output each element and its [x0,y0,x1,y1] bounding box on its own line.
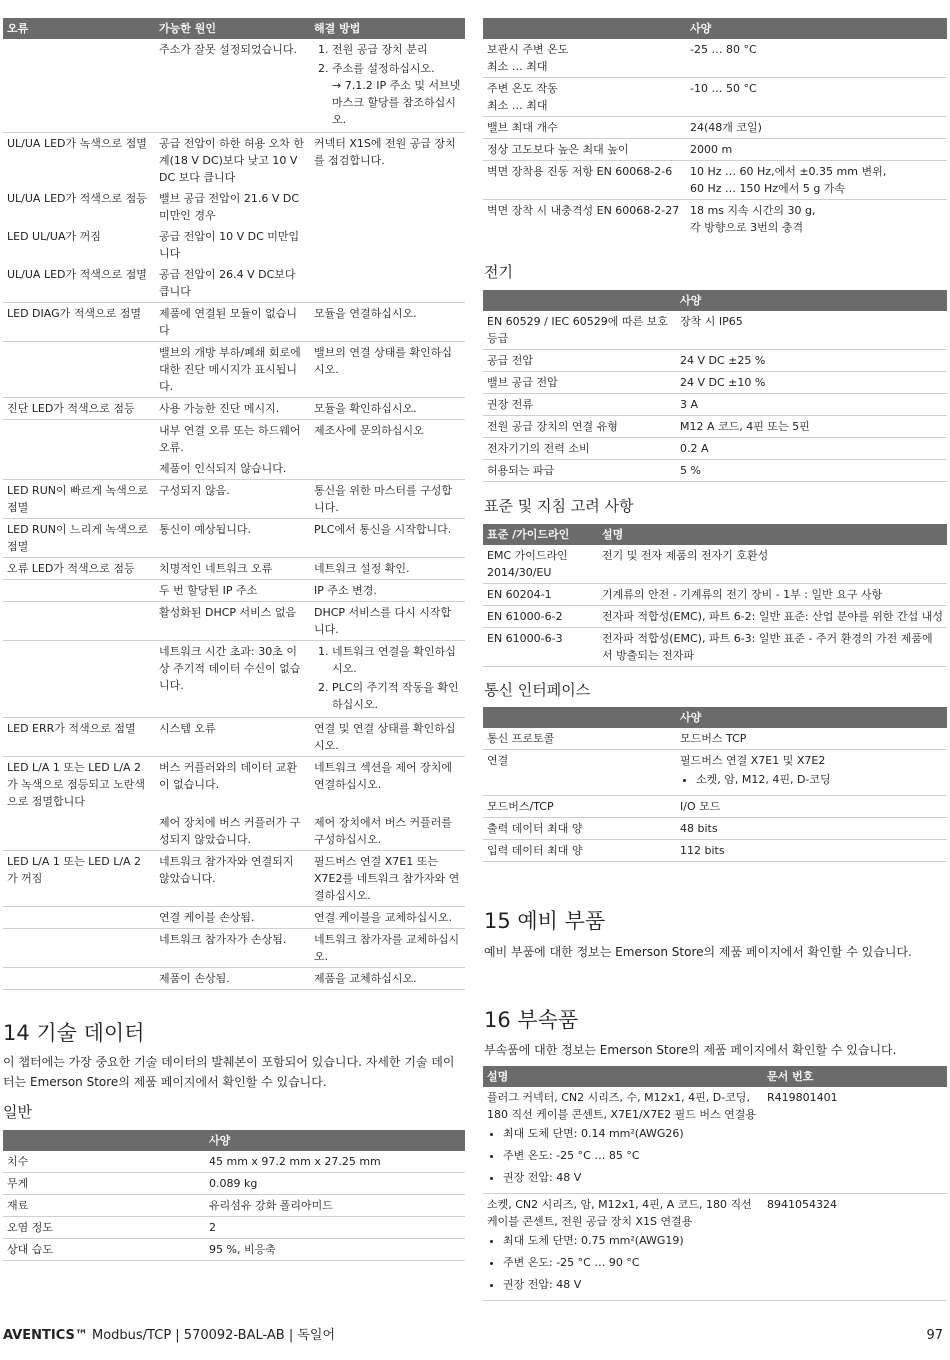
label-cell: 전원 공급 장치의 연결 유형 [483,416,676,438]
troubleshooting-table [3,18,465,990]
table-row [483,840,947,862]
electrical-table-wrap [483,290,947,482]
error-cell: LED ERR가 적색으로 점멸 [3,718,155,757]
table-row [3,188,465,226]
table-row [483,311,947,350]
standards-col-header-standard: 표준 /가이드라인 [483,524,598,545]
table-row [483,161,947,200]
cause-cell: 버스 커플러와의 데이터 교환이 없습니다. [159,761,298,791]
bullet-item: • 최대 도체 단면: 0.14 mm²(AWG26) [503,1125,759,1142]
value-cell [676,728,947,750]
label-cell: EMC 가이드라인 2014/30/EU [483,545,598,584]
error-cell: UL/UA LED가 적색으로 점멸 [3,264,155,303]
bullet-item: • 권장 전압: 48 V [503,1169,759,1186]
remedy-step: 1. 전원 공급 장치 분리 [332,41,461,58]
cause-cell: 통신이 예상됩니다. [155,519,310,558]
table-row [483,628,947,667]
env-table [483,18,947,238]
label-cell: 무게 [3,1173,205,1195]
footer [3,1327,945,1344]
section-16-heading: 16 부속품 [484,1008,579,1032]
label-cell: 상대 습도 [3,1239,205,1261]
value-cell: 95 %, 비응축 [205,1239,465,1261]
error-cell [3,39,155,133]
section-14-intro: 이 챕터에는 가장 중요한 기술 데이터의 발췌본이 포함되어 있습니다. 자세한 기술 데이터는 Emerson Store의 제품 페이지에서 확인할 수 있습니다. [3,1055,455,1089]
label-cell: 모드버스/TCP [483,796,676,818]
remedy-cell [310,264,465,303]
remedy-cell: 모듈을 확인하십시오. [310,398,465,420]
section-15-heading: 15 예비 부품 [484,909,606,933]
table-row [3,1239,465,1261]
cause-cell: 공급 전압이 10 V DC 미만입니다 [159,230,300,260]
acc-description: 소켓, CN2 시리즈, 암, M12x1, 4핀, A 코드, 180 직선 케이블 콘센트, 전원 공급 장치 X1S 연결용 [487,1198,752,1228]
cause-cell: 제품에 연결된 모듈이 없습니다 [155,303,310,342]
acc-col-header-description: 설명 [483,1066,763,1087]
cause-cell: 구성되지 않음. [155,480,310,519]
remedy-step: 1. 네트워크 연결을 확인하십시오. [332,643,461,677]
remedy-cell: 제조사에 문의하십시오 [314,424,424,437]
remedy-cell: PLC에서 통신을 시작합니다. [310,519,465,558]
footer-doc: Modbus/TCP | 570092-BAL-AB | 독일어 [87,1328,336,1343]
label-cell: 주변 온도 작동 최소 … 최대 [483,78,686,117]
remedy-cell: 연결 및 연결 상태를 확인하십시오. [310,718,465,757]
table-row [3,264,465,303]
remedy-cell: IP 주소 변경. [310,580,465,602]
value-cell: 유리섬유 강화 폴리아미드 [205,1195,465,1217]
cause-cell: 공급 전압이 26.4 V DC보다 큽니다 [155,264,310,303]
remedy-cell: 연결 케이블을 교체하십시오. [310,907,465,929]
standards-heading: 표준 및 지침 고려 사항 [484,497,634,515]
label-cell: 연결 [483,750,676,796]
table-row [3,1173,465,1195]
label-cell: 입력 데이터 최대 양 [483,840,676,862]
value-cell: M12 A 코드, 4핀 또는 5핀 [676,416,947,438]
accessories-body [483,1087,947,1301]
standards-table [483,524,947,667]
error-cell [3,812,155,851]
value-cell [676,796,947,818]
label-cell: 밸브 공급 전압 [483,372,676,394]
cause-cell: 사용 가능한 진단 메시지. [155,398,310,420]
acc-description: 플러그 커넥터, CN2 시리즈, 수, M12x1, 4핀, D-코딩, 180 직선 케이블 콘센트, X7E1/X7E2 필드 버스 연결용 [487,1091,757,1121]
table-row [3,1217,465,1239]
comm-body [483,728,947,862]
table-row [483,416,947,438]
accessories-table [483,1066,947,1301]
error-cell: LED UL/UA가 꺼짐 [7,230,101,243]
electrical-table [483,290,947,482]
value-cell [676,750,947,796]
cause-cell: 연결 케이블 손상됨. [155,907,310,929]
remedy-cell: 네트워크 섹션을 제어 장치에 연결하십시오. [314,761,453,791]
cause-cell: 밸브 공급 전압이 21.6 V DC 미만인 경우 [159,192,300,222]
table-row [483,372,947,394]
value-cell: 18 ms 지속 시간의 30 g, 각 방향으로 3번의 충격 [690,204,816,234]
value-cell: 2 [205,1217,465,1239]
table-row [3,133,465,189]
remedy-cell: 네트워크 설정 확인. [310,558,465,580]
bullet-item: • 주변 온도: -25 °C … 90 °C [503,1254,759,1271]
comm-spec-header: 사양 [676,707,947,728]
label-cell: 치수 [3,1151,205,1173]
value-bullets [680,771,943,788]
table-row [3,641,465,718]
bullet-item: • 주변 온도: -25 °C … 85 °C [503,1147,759,1164]
remedy-steps [314,643,461,713]
table-row [3,458,465,480]
accessories-table-wrap [483,1066,947,1301]
table-row [3,812,465,851]
bullet-item: • 최대 도체 단면: 0.75 mm²(AWG19) [503,1232,759,1249]
cause-cell: 제품이 손상됨. [155,968,310,990]
label-cell: 전자기기의 전력 소비 [483,438,676,460]
error-cell: LED RUN이 빠르게 녹색으로 점멸 [3,480,155,519]
error-cell: LED L/A 1 또는 LED L/A 2가 녹색으로 점등되고 노란색으로 점멸합니다 [7,761,146,808]
value-cell: 10 Hz … 60 Hz,에서 ±0.35 mm 변위, 60 Hz … 150 Hz에서 5 g 가속 [686,161,947,200]
label-cell: EN 60204-1 [483,584,598,606]
cause-cell: 내부 연결 오류 또는 하드웨어 오류. [159,424,301,454]
table-row [3,342,465,398]
acc-bullets [487,1232,759,1293]
cause-cell: 밸브의 개방 부하/폐쇄 회로에 대한 진단 메시지가 표시됩니다. [155,342,310,398]
acc-description-cell [483,1194,763,1301]
acc-number-cell: R419801401 [763,1087,947,1194]
remedy-step: 2. 주소를 설정하십시오. → 7.1.2 IP 주소 및 서브넷 마스크 할당를 참조하십시오. [332,60,461,128]
error-cell [3,929,155,968]
remedy-cell: 모듈을 연결하십시오. [310,303,465,342]
error-cell: 오류 LED가 적색으로 점등 [3,558,155,580]
troubleshooting-body [3,39,465,990]
electrical-body [483,311,947,482]
remedy-cell: 제어 장치에서 버스 커플러를 구성하십시오. [310,812,465,851]
comm-heading: 통신 인터페이스 [484,681,591,699]
error-cell [3,342,155,398]
label-cell: 재료 [3,1195,205,1217]
value-cell: -10 … 50 °C [686,78,947,117]
col-header-remedy: 해결 방법 [310,18,465,39]
value-cell: 24 V DC ±25 % [676,350,947,372]
error-cell [3,580,155,602]
table-row [3,420,465,459]
table-row [483,139,947,161]
table-row [3,580,465,602]
table-row [483,750,947,796]
table-row [483,117,947,139]
section-16-text: 부속품에 대한 정보는 Emerson Store의 제품 페이지에서 확인할 수 있습니다. [484,1043,897,1057]
table-row [483,350,947,372]
table-row [3,718,465,757]
table-row [3,1195,465,1217]
label-cell: EN 60529 / IEC 60529에 따른 보호 등급 [483,311,676,350]
label-cell: 벽면 장착용 진동 저항 EN 60068-2-6 [483,161,686,200]
label-cell: 권장 전류 [483,394,676,416]
footer-page-number: 97 [926,1328,943,1343]
error-cell: UL/UA LED가 녹색으로 점멸 [7,137,147,150]
standards-col-header-description: 설명 [598,524,947,545]
table-row [483,394,947,416]
table-row [483,818,947,840]
table-row [3,519,465,558]
comm-table-wrap [483,707,947,862]
value-text: 48 bits [680,822,718,835]
value-cell [676,818,947,840]
table-row [3,39,465,133]
value-cell: 전자파 적합성(EMC), 파트 6-3: 일반 표준 - 주거 환경의 가전 제품에서 방출되는 전자파 [598,628,947,667]
remedy-cell [310,641,465,718]
value-cell: 전자파 적합성(EMC), 파트 6-2: 일반 표준: 산업 분야를 위한 간섭 내성 [598,606,947,628]
remedy-cell: 네트워크 참가자를 교체하십시오. [310,929,465,968]
remedy-cell [310,226,465,264]
remedy-step: 2. PLC의 주기적 작동을 확인하십시오. [332,679,461,713]
error-cell [3,907,155,929]
error-cell: 진단 LED가 적색으로 점등 [3,398,155,420]
table-row [483,796,947,818]
table-row [483,78,947,117]
value-text: I/O 모드 [680,800,721,813]
value-cell: 0.089 kg [205,1173,465,1195]
value-cell: 45 mm x 97.2 mm x 27.25 mm [205,1151,465,1173]
general-body [3,1151,465,1261]
table-row [483,1087,947,1194]
table-row [3,907,465,929]
label-cell: EN 61000-6-3 [483,628,598,667]
comm-table [483,707,947,862]
value-text: 필드버스 연결 X7E1 및 X7E2 [680,754,826,767]
error-cell: LED DIAG가 적색으로 점멸 [3,303,155,342]
cause-cell: 네트워크 참가자와 연결되지 않았습니다. [155,851,310,907]
env-table-wrap [483,18,947,238]
general-spec-header: 사양 [205,1130,465,1151]
cause-cell: 제품이 인식되지 않습니다. [155,458,310,480]
acc-bullets [487,1125,759,1186]
troubleshooting-table-wrap [3,18,465,990]
label-cell: 밸브 최대 개수 [483,117,686,139]
remedy-cell: 제품을 교체하십시오. [310,968,465,990]
general-table [3,1130,465,1261]
error-cell: UL/UA LED가 적색으로 점등 [7,192,147,205]
cause-cell: 제어 장치에 버스 커플러가 구성되지 않았습니다. [155,812,310,851]
table-row [483,545,947,584]
table-row [483,438,947,460]
table-row [483,728,947,750]
bullet-item: • 권장 전압: 48 V [503,1276,759,1293]
table-row [3,968,465,990]
table-row [3,226,465,264]
general-heading: 일반 [3,1103,32,1121]
remedy-cell: DHCP 서비스를 다시 시작합니다. [310,602,465,641]
label-cell: 허용되는 파급 [483,460,676,482]
value-cell: 2000 m [686,139,947,161]
remedy-cell [310,39,465,133]
remedy-cell: 밸브의 연결 상태를 확인하십시오. [310,342,465,398]
env-spec-header: 사양 [686,18,947,39]
remedy-cell: 통신을 위한 마스터를 구성합니다. [310,480,465,519]
general-table-wrap [3,1130,465,1261]
section-15-text: 예비 부품에 대한 정보는 Emerson Store의 제품 페이지에서 확인할 수 있습니다. [484,945,912,959]
acc-number-cell: 8941054324 [763,1194,947,1301]
table-row [483,1194,947,1301]
cause-cell: 두 번 할당된 IP 주소 [155,580,310,602]
table-row [483,200,947,239]
remedy-cell: 커넥터 X1S에 전원 공급 장치를 점검합니다. [314,137,456,167]
cause-cell: 네트워크 시간 초과: 30초 이상 주기적 데이터 수신이 없습니다. [155,641,310,718]
standards-body [483,545,947,667]
label-cell: 정상 고도보다 높은 최대 높이 [483,139,686,161]
label-cell: 통신 프로토콜 [483,728,676,750]
acc-col-header-number: 문서 번호 [763,1066,947,1087]
table-row [3,757,465,813]
value-cell [676,840,947,862]
electrical-spec-header: 사양 [676,290,947,311]
table-row [3,602,465,641]
col-header-error: 오류 [3,18,155,39]
remedy-cell: 필드버스 연결 X7E1 또는 X7E2를 네트워크 참가자와 연결하십시오. [310,851,465,907]
cause-cell: 활성화된 DHCP 서비스 없음 [155,602,310,641]
label-cell: 벽면 장착 시 내충격성 EN 60068-2-27 [487,204,680,217]
value-cell: 기계류의 안전 - 기계류의 전기 장비 - 1부 : 일반 요구 사항 [598,584,947,606]
error-cell [3,968,155,990]
value-text: 112 bits [680,844,725,857]
error-cell: LED RUN이 느리게 녹색으로 점멸 [3,519,155,558]
table-row [3,1151,465,1173]
label-cell: 오염 정도 [3,1217,205,1239]
error-cell [3,458,155,480]
remedy-steps [314,41,461,128]
value-cell: 24 V DC ±10 % [676,372,947,394]
table-row [3,558,465,580]
cause-cell: 치명적인 네트워크 오류 [155,558,310,580]
cause-cell: 시스템 오류 [155,718,310,757]
value-cell: 전기 및 전자 제품의 전자기 호환성 [598,545,947,584]
table-row [483,606,947,628]
env-body [483,39,947,238]
cause-cell: 공급 전압이 하한 허용 오차 한계(18 V DC)보다 낮고 10 V DC 보다 큽니다 [159,137,304,184]
label-cell: 출력 데이터 최대 양 [483,818,676,840]
error-cell [3,420,155,459]
table-row [483,460,947,482]
footer-brand: AVENTICS™ [3,1328,88,1343]
label-cell: 공급 전압 [483,350,676,372]
col-header-cause: 가능한 원인 [155,18,310,39]
error-cell: LED L/A 1 또는 LED L/A 2가 꺼짐 [3,851,155,907]
value-cell: 0.2 A [676,438,947,460]
label-cell: EN 61000-6-2 [483,606,598,628]
standards-table-wrap [483,524,947,667]
cause-cell: 주소가 잘못 설정되었습니다. [155,39,310,133]
value-cell: 24(48개 코일) [686,117,947,139]
table-row [483,584,947,606]
table-row [3,303,465,342]
error-cell [3,602,155,641]
remedy-cell [310,188,465,226]
value-cell: 장착 시 IP65 [676,311,947,350]
value-cell: 5 % [676,460,947,482]
value-text: 모드버스 TCP [680,732,747,745]
table-row [3,480,465,519]
remedy-cell [310,458,465,480]
cause-cell: 네트워크 참가자가 손상됨. [155,929,310,968]
label-cell: 보관시 주변 온도 최소 … 최대 [483,39,686,78]
section-14-heading: 14 기술 데이터 [3,1021,145,1045]
table-row [3,929,465,968]
table-row [3,851,465,907]
table-row [3,398,465,420]
acc-description-cell [483,1087,763,1194]
electrical-heading: 전기 [484,263,513,281]
table-row [483,39,947,78]
value-cell: 3 A [676,394,947,416]
error-cell [3,641,155,718]
value-cell: -25 … 80 °C [686,39,947,78]
bullet-item: • 소켓, 암, M12, 4핀, D-코딩 [696,771,943,788]
